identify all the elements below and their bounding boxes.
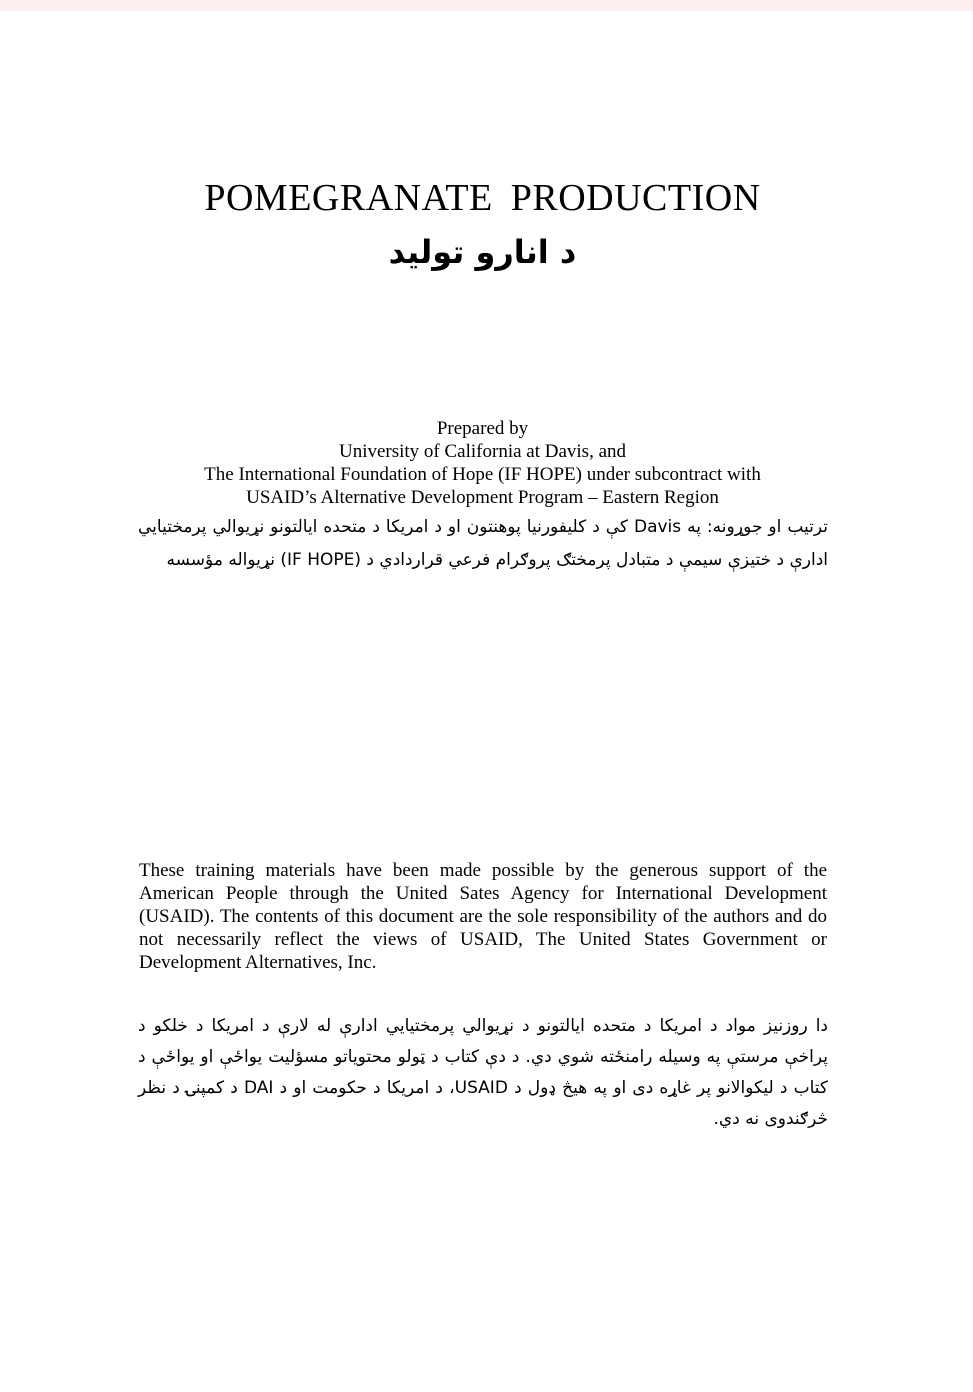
disclaimer-pashto: دا روزنیز مواد د امریکا د متحده ایالتونو د نړیوالي پرمختیایي ادارې له لارې د امریکا د خلکو د پراخې مرستې په وسیله رامنځته شوي دي. د دې کتاب د ټولو محتویاتو مسؤلیت یواځې او یواځې د کتاب د لیکوالانو پر غاړه دی او په هیڅ ډول د USAID، د امریکا د حکومت او د DAI د کمپنۍ د نظر څرګندوی نه دي. — [138, 1016, 828, 1129]
prepared-by-line: The International Foundation of Hope (IF HOPE) under subcontract with — [204, 464, 761, 485]
prepared-by-line: Prepared by — [436, 418, 529, 439]
prepared-by-pashto: ترتیب او جوړونه: په Davis کې د کلیفورنیا پوهنتون او د امریکا د متحده ایالتونو نړیوالي پرمختیایي ادارې د ختیزې سیمې د متبادل پرمختګ پروګرام فرعي قراردادي د (IF HOPE) نړیواله مؤسسه — [138, 517, 828, 570]
prepared-by-line: University of California at Davis, and — [338, 441, 627, 462]
prepared-by-block — [0, 417, 965, 509]
document-title-pashto: د انارو تولید — [388, 233, 577, 271]
document-title-english: POMEGRANATE PRODUCTION — [204, 177, 761, 219]
prepared-by-line: USAID’s Alternative Development Program – Eastern Region — [246, 487, 719, 508]
document-page — [0, 11, 973, 1392]
disclaimer-english: These training materials have been made possible by the generous support of the American People through the United Sates Agency for International Development (USAID). The contents of this document are the sole responsibility of the authors and do not necessarily reflect the views of USAID, The United States Government or Development Alternatives, Inc. — [139, 860, 827, 973]
viewer-top-strip — [0, 0, 973, 11]
